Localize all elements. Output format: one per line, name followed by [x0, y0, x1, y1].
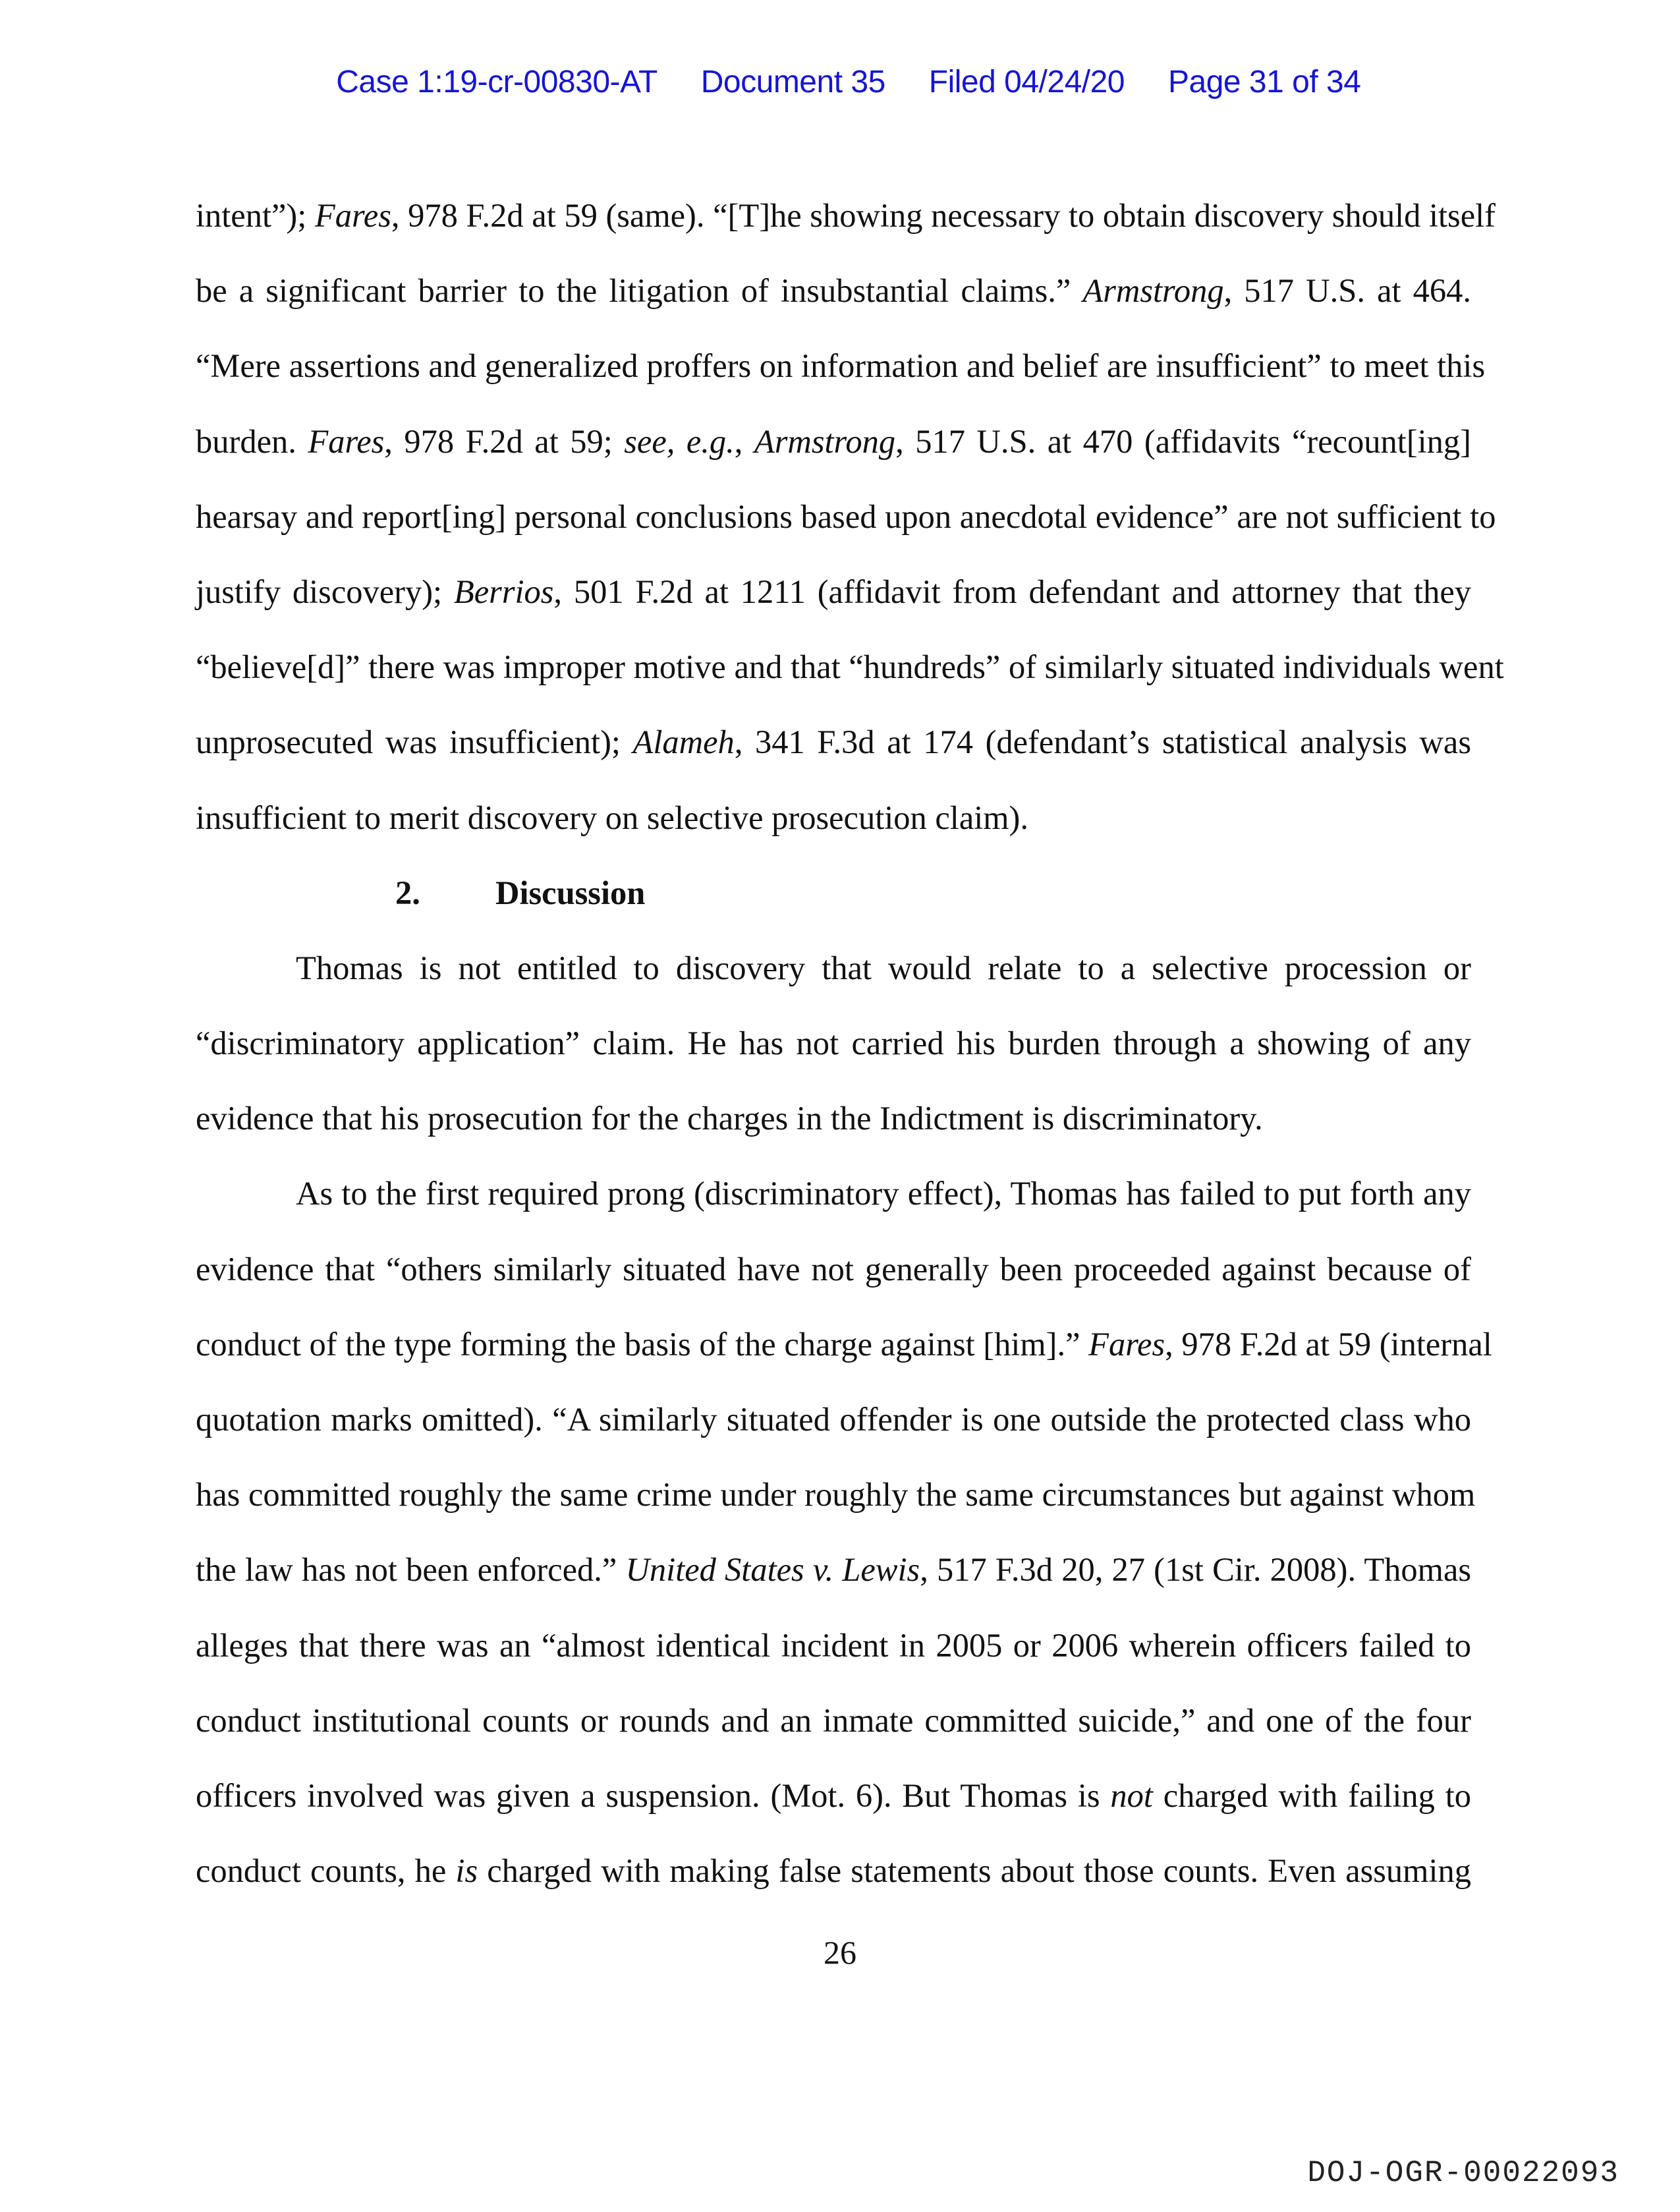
page-count: Page 31 of 34	[1167, 65, 1361, 99]
text-run: conduct counts, he	[196, 1852, 456, 1890]
text-line	[196, 930, 1471, 1006]
text-line	[196, 404, 1471, 479]
case-number: Case 1:19-cr-00830-AT	[336, 65, 658, 99]
section-heading	[196, 855, 1471, 930]
text-line	[196, 1833, 1471, 1908]
text-line	[196, 1307, 1492, 1382]
ecf-header	[0, 28, 1680, 100]
page-number: 26	[824, 1934, 856, 1971]
text-run: conduct of the type forming the basis of the charge against [him].”	[196, 1325, 1089, 1363]
text-run: the law has not been enforced.”	[196, 1551, 626, 1589]
text-run: justify discovery);	[196, 573, 454, 610]
text-run: charged with failing to	[1152, 1776, 1472, 1814]
citation-italic: Fares	[1088, 1325, 1165, 1363]
text-run: , 517 U.S. at 470 (affidavits “recount[ing]	[895, 422, 1471, 460]
text-line	[196, 1006, 1471, 1081]
text-run: has committed roughly the same crime under roughly the same circumstances but against whom	[196, 1476, 1476, 1514]
text-run: hearsay and report[ing] personal conclusions based upon anecdotal evidence” are not sufficient to	[196, 497, 1496, 535]
citation-italic: Armstrong	[754, 422, 896, 460]
document-number: Document 35	[700, 65, 885, 99]
text-run: , 978 F.2d at 59;	[384, 422, 625, 460]
text-line	[196, 178, 1496, 253]
text-run: , 501 F.2d at 1211 (affidavit from defendant and attorney that they	[553, 573, 1471, 610]
text-line	[196, 1081, 1471, 1156]
citation-italic: is	[455, 1852, 478, 1890]
text-run: evidence that “others similarly situated have not generally been proceeded against because of	[196, 1250, 1471, 1288]
text-run: charged with making false statements about those counts. Even assuming	[478, 1852, 1471, 1890]
text-run: Thomas is not entitled to discovery that would relate to a selective procession or	[296, 949, 1471, 986]
text-line	[196, 1232, 1471, 1307]
text-line	[196, 1532, 1471, 1607]
citation-italic: see, e.g.	[624, 422, 735, 460]
citation-italic: Fares	[314, 197, 391, 234]
paragraph-3	[196, 1156, 1492, 1908]
bates-number: DOJ-OGR-00022093	[1307, 2156, 1619, 2190]
section-number: 2.	[395, 874, 420, 911]
text-run: evidence that his prosecution for the charges in the Indictment is discriminatory.	[196, 1100, 1263, 1137]
text-line	[196, 1457, 1476, 1532]
text-run: intent”);	[196, 197, 315, 234]
paragraph-2	[196, 930, 1471, 1156]
text-run: , 341 F.3d at 174 (defendant’s statistical analysis was	[734, 723, 1471, 761]
text-line	[196, 554, 1471, 629]
text-line	[196, 704, 1471, 780]
text-run: conduct institutional counts or rounds and an inmate committed suicide,” and one of the four	[196, 1701, 1471, 1739]
text-run: alleges that there was an “almost identical incident in 2005 or 2006 wherein officers failed to	[196, 1626, 1471, 1664]
citation-italic: Alameh	[632, 723, 735, 761]
text-run: unprosecuted was insufficient);	[196, 723, 633, 761]
citation-italic: Berrios	[453, 573, 554, 610]
text-line	[196, 479, 1496, 554]
text-run: be a significant barrier to the litigation of insubstantial claims.”	[196, 272, 1083, 310]
text-run: “Mere assertions and generalized proffers on information and belief are insufficient” to meet this	[196, 347, 1486, 385]
text-line	[196, 253, 1471, 328]
text-line	[196, 328, 1486, 403]
paragraph-1	[196, 178, 1504, 855]
citation-italic: Fares	[308, 422, 385, 460]
text-line	[196, 780, 1471, 855]
citation-italic: not	[1110, 1776, 1153, 1814]
text-run: “discriminatory application” claim. He has not carried his burden through a showing of any	[196, 1025, 1471, 1062]
text-run: burden.	[196, 422, 308, 460]
text-line	[196, 1382, 1471, 1457]
text-run: quotation marks omitted). “A similarly situated offender is one outside the protected class who	[196, 1401, 1471, 1438]
text-line	[196, 1608, 1471, 1683]
text-line	[196, 1156, 1471, 1231]
text-run: , 978 F.2d at 59 (same). “[T]he showing necessary to obtain discovery should itself	[391, 197, 1496, 234]
text-run: As to the first required prong (discriminatory effect), Thomas has failed to put forth any	[296, 1175, 1471, 1212]
text-run: , 517 U.S. at 464.	[1223, 272, 1471, 310]
text-run: officers involved was given a suspension. (Mot. 6). But Thomas is	[196, 1776, 1111, 1814]
document-body	[196, 178, 1504, 1908]
text-run: , 978 F.2d at 59 (internal	[1165, 1325, 1492, 1363]
citation-italic: United States v. Lewis	[625, 1551, 920, 1589]
text-line	[196, 1683, 1471, 1758]
section-title: Discussion	[495, 874, 646, 911]
text-line	[196, 1758, 1471, 1833]
text-run: “believe[d]” there was improper motive and that “hundreds” of similarly situated individuals went	[196, 648, 1504, 686]
text-run: insufficient to merit discovery on selective prosecution claim).	[196, 799, 1029, 836]
filed-date: Filed 04/24/20	[928, 65, 1125, 99]
citation-italic: Armstrong	[1082, 272, 1224, 310]
text-line	[196, 629, 1504, 704]
text-run: , 517 F.3d 20, 27 (1st Cir. 2008). Thomas	[920, 1551, 1472, 1589]
text-run: ,	[734, 422, 754, 460]
